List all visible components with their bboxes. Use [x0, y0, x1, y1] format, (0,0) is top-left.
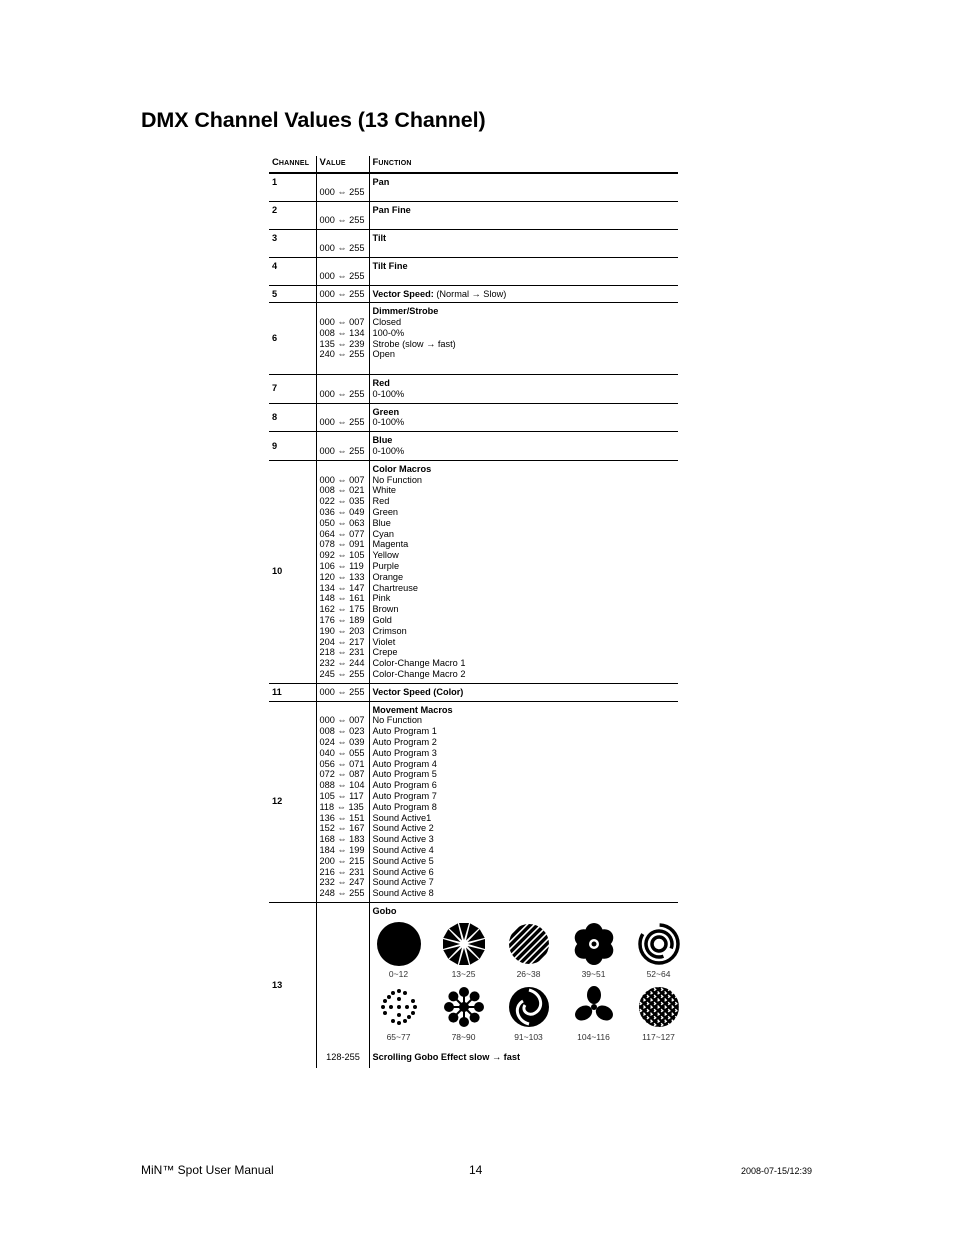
function-title: Dimmer/Strobe: [372, 306, 439, 317]
gobo-range-label: 52~64: [646, 968, 671, 979]
gobo-range-label: 13~25: [451, 968, 476, 979]
mesh-gobo-icon: [633, 984, 685, 1030]
channel-number: 2: [269, 201, 316, 229]
flower-gobo-icon: [568, 921, 620, 967]
channel-number: 3: [269, 229, 316, 257]
channel-functions: [369, 173, 678, 201]
channel-functions: [369, 229, 678, 257]
dot-pattern-gobo-icon: [373, 984, 425, 1030]
radial-burst-gobo-icon: [438, 921, 490, 967]
channel-row-5: [269, 285, 678, 303]
channel-row-10: [269, 460, 678, 683]
channel-number: 8: [269, 403, 316, 432]
header-channel: CHANNEL: [269, 156, 316, 173]
function-detail: (Normal → Slow): [433, 288, 507, 299]
channel-functions: [369, 303, 678, 375]
channel-functions: [369, 460, 678, 683]
page-title: DMX Channel Values (13 Channel): [141, 108, 486, 132]
footer-page-number: 14: [469, 1163, 483, 1177]
channel-row-2: [269, 201, 678, 229]
channel-row-11: [269, 683, 678, 701]
channel-functions: [369, 201, 678, 229]
function-list: No Function Auto Program 1 Auto Program 2 Auto Program 3 Auto Program 4 Auto Program 5 Auto Program 6 Auto Program 7 Auto Program 8 Sound Active1 Sound Active 2 Sound Active 3 Sound Active 4 Sound Active 5 Sound Active 6 Sound Active 7 Sound Active 8: [372, 715, 437, 899]
channel-number: 1: [269, 173, 316, 201]
channel-number: 7: [269, 375, 316, 404]
function-title: Blue: [372, 435, 393, 446]
function-title: Red: [372, 378, 390, 389]
channel-row-9: [269, 432, 678, 461]
gobo-range-label: 39~51: [581, 968, 606, 979]
channel-values: 000 ⇔ 255: [316, 432, 369, 461]
function-title: Gobo: [372, 905, 397, 916]
channel-functions: [369, 683, 678, 701]
channel-values: 000 ⇔ 007 008 ⇔ 134 135 ⇔ 239 240 ⇔ 255: [316, 303, 369, 375]
function-title: Tilt: [372, 232, 387, 243]
gobo-item: [568, 984, 620, 1043]
channel-number: 6: [269, 303, 316, 375]
channel-values: 000 ⇔ 255: [316, 285, 369, 303]
channel-number: 12: [269, 701, 316, 902]
channel-values: 000 ⇔ 255: [316, 257, 369, 285]
function-title: Pan Fine: [372, 204, 411, 215]
channel-row-8: [269, 403, 678, 432]
channel-values: 000 ⇔ 255: [316, 201, 369, 229]
function-title: Color Macros: [372, 463, 432, 474]
function-list: 0-100%: [372, 446, 405, 457]
gobo-item: [633, 984, 685, 1043]
gobo-range-label: 78~90: [451, 1031, 476, 1042]
swirl-gobo-icon: [633, 921, 685, 967]
channel-functions: [369, 257, 678, 285]
dmx-channel-table: [269, 156, 678, 1068]
footer-date: 2008-07-15/12:39: [741, 1166, 813, 1176]
channel-number: 9: [269, 432, 316, 461]
function-title: Green: [372, 406, 400, 417]
function-list: 0-100%: [372, 388, 405, 399]
function-title: Vector Speed (Color): [372, 686, 464, 697]
channel-row-4: [269, 257, 678, 285]
channel-number: 4: [269, 257, 316, 285]
gobo-item: [503, 921, 555, 980]
channel-functions: [369, 432, 678, 461]
striped-circle-gobo-icon: [503, 921, 555, 967]
function-title: Pan: [372, 177, 390, 187]
channel-values: 000 ⇔ 007 008 ⇔ 023 024 ⇔ 039 040 ⇔ 055 056 ⇔ 071 072 ⇔ 087 088 ⇔ 104 105 ⇔ 117 118 ⇔ 135 136 ⇔ 151 152 ⇔ 167 168 ⇔ 183 184 ⇔ 199 200 ⇔ 215 216 ⇔ 231 232 ⇔ 247 248 ⇔ 255: [316, 701, 369, 902]
gobo-range-label: 104~116: [577, 1031, 610, 1042]
gobo-grid: [373, 921, 677, 1043]
channel-values: 000 ⇔ 255: [316, 403, 369, 432]
channel-functions: [369, 285, 678, 303]
gobo-functions: [369, 902, 678, 1068]
channel-number: 13: [272, 980, 283, 991]
function-title: Vector Speed:: [372, 288, 434, 299]
gobo-item: [373, 921, 425, 980]
gobo-item: [438, 984, 490, 1043]
gobo-range-label: 26~38: [516, 968, 541, 979]
function-list: Closed 100-0% Strobe (slow → fast) Open: [372, 317, 456, 360]
gobo-item: [633, 921, 685, 980]
spiral-gobo-icon: [503, 984, 555, 1030]
gobo-scroll-effect: Scrolling Gobo Effect slow → fast: [372, 1052, 521, 1063]
channel-row-13: [269, 902, 678, 1068]
function-title: Tilt Fine: [372, 260, 408, 271]
channel-row-12: [269, 701, 678, 902]
gobo-item: [373, 984, 425, 1043]
channel-row-3: [269, 229, 678, 257]
channel-row-7: [269, 375, 678, 404]
channel-values: 000 ⇔ 007 008 ⇔ 021 022 ⇔ 035 036 ⇔ 049 050 ⇔ 063 064 ⇔ 077 078 ⇔ 091 092 ⇔ 105 106 ⇔ 119 120 ⇔ 133 134 ⇔ 147 148 ⇔ 161 162 ⇔ 175 176 ⇔ 189 190 ⇔ 203 204 ⇔ 217 218 ⇔ 231 232 ⇔ 244 245 ⇔ 255: [316, 460, 369, 683]
dot-flower-gobo-icon: [438, 984, 490, 1030]
open-circle-gobo-icon: [373, 921, 425, 967]
channel-values: 000 ⇔ 255: [316, 375, 369, 404]
channel-row-1: [269, 173, 678, 201]
gobo-item: [568, 921, 620, 980]
channel-number: 10: [269, 460, 316, 683]
function-list: 0-100%: [372, 417, 405, 428]
channel-functions: [369, 375, 678, 404]
function-title: Movement Macros: [372, 704, 453, 715]
header-function: FUNCTION: [369, 156, 678, 173]
function-list: No Function White Red Green Blue Cyan Magenta Yellow Purple Orange Chartreuse Pink Brown Gold Crimson Violet Crepe Color-Change Macro 1 Color-Change Macro 2: [372, 474, 466, 679]
channel-row-6: [269, 303, 678, 375]
gobo-range-label: 65~77: [386, 1031, 411, 1042]
triple-petal-gobo-icon: [568, 984, 620, 1030]
channel-number: 11: [269, 683, 316, 701]
gobo-range-label: 91~103: [514, 1031, 543, 1042]
channel-values: 000 ⇔ 255: [316, 229, 369, 257]
gobo-range-label: 0~12: [388, 968, 409, 979]
gobo-range-label: 117~127: [642, 1031, 675, 1042]
gobo-scroll-value: 128-255: [316, 902, 369, 1068]
header-value: VALUE: [316, 156, 369, 173]
footer-manual-title: MiN™ Spot User Manual: [141, 1163, 274, 1177]
channel-number: 5: [269, 285, 316, 303]
table-header-row: [269, 156, 678, 173]
channel-functions: [369, 403, 678, 432]
channel-functions: [369, 701, 678, 902]
channel-values: 000 ⇔ 255: [316, 683, 369, 701]
channel-values: 000 ⇔ 255: [316, 173, 369, 201]
gobo-item: [503, 984, 555, 1043]
gobo-item: [438, 921, 490, 980]
